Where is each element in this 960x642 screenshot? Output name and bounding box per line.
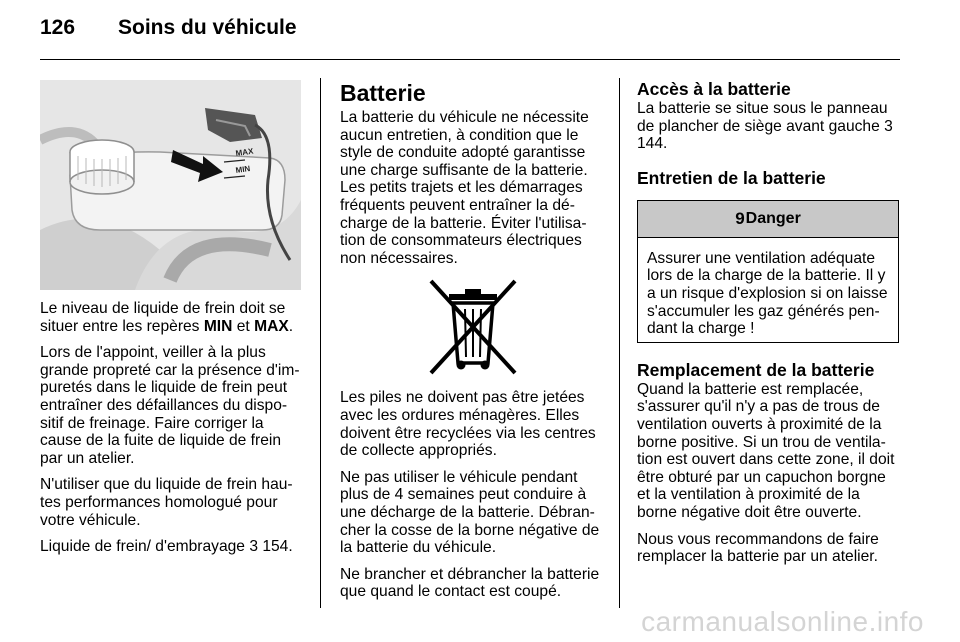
ignition-paragraph: Ne brancher et débrancher la batterie que quand le contact est coupé. (340, 565, 600, 601)
page-number: 126 (40, 16, 76, 39)
watermark: carmanualsonline.info (641, 606, 924, 637)
workshop-paragraph: Nous vous recommandons de faire remplacer la batterie par un atelier. (637, 530, 879, 566)
page-reference-icon: 3 (249, 538, 258, 556)
battery-maintenance-heading: Entretien de la batterie (637, 167, 826, 188)
battery-replacement-heading: Remplacement de la batterie (637, 359, 875, 380)
page-reference-icon: 3 (884, 117, 893, 135)
column-1 (40, 300, 305, 565)
danger-box (637, 200, 899, 343)
battery-intro-paragraph: La batterie du véhicule ne nécessite aucun entretien, à condition que le style de conduite adopté garantisse une charge suffisante de la batterie. Les petits trajets et les démarrages fréquents peuvent entraîner la dé-charge de la batterie. Éviter l'utilisa-tion de consommateurs électriques non nécessaires. (340, 109, 589, 267)
header-rule (40, 59, 900, 60)
chapter-title: Soins du véhicule (118, 16, 297, 39)
disposal-paragraph: Les piles ne doivent pas être jetées avec les ordures ménagères. Elles doivent être recyclées via les centres de collecte appropriés. (340, 389, 596, 460)
brake-fluid-reference: Liquide de frein/ d'embrayage 3 154. (40, 538, 293, 556)
danger-text: Assurer une ventilation adéquate lors de la charge de la batterie. Il y a un risque d'explosion si on laisse s'accumuler les gaz générés pen-dant la charge ! (647, 249, 888, 338)
warning-triangle-icon: 9 (735, 208, 745, 228)
column-divider-1 (320, 78, 321, 608)
danger-label: Danger (745, 209, 801, 227)
column-2 (340, 80, 605, 610)
battery-access-heading: Accès à la batterie (637, 79, 791, 99)
replacement-paragraph: Quand la batterie est remplacée, s'assurer qu'il n'y a pas de trous de ventilation ouverts à proximité de la borne positive. Si un trou de ventila-tion est ouvert dans cette zone, il doit être obturé par un capuchon borgne et la ventilation à proximité de la borne négative doit être ouverte. (637, 380, 895, 521)
danger-box-header (638, 201, 898, 238)
label-max: MAX (235, 146, 254, 158)
danger-box-body (638, 238, 898, 342)
column-3 (637, 80, 902, 575)
brake-fluid-reservoir-photo (40, 80, 301, 290)
battery-heading: Batterie (340, 80, 426, 106)
discharge-paragraph: Ne pas utiliser le véhicule pendant plus de 4 semaines peut conduire à une décharge de la batterie. Débran-cher la cosse de la borne négative de la batterie du véhicule. (340, 468, 600, 557)
label-min: MIN (235, 164, 251, 175)
refill-paragraph: Lors de l'appoint, veiller à la plus grande propreté car la présence d'im-puretés dans le liquide de frein peut entraîner des défaillances du dispo-sitif de freinage. Faire corriger la cause de la fuite de liquide de frein par un atelier. (40, 344, 300, 467)
crossed-bin-icon (425, 277, 521, 377)
fluid-type-paragraph: N'utiliser que du liquide de frein hau-tes performances homologué pour votre véhicule. (40, 476, 293, 529)
column-divider-2 (619, 78, 620, 608)
battery-access-paragraph: La batterie se situe sous le panneau de plancher de siège avant gauche 3 144. (637, 100, 893, 153)
brake-level-paragraph: Le niveau de liquide de frein doit se situer entre les repères MIN et MAX. (40, 300, 294, 335)
